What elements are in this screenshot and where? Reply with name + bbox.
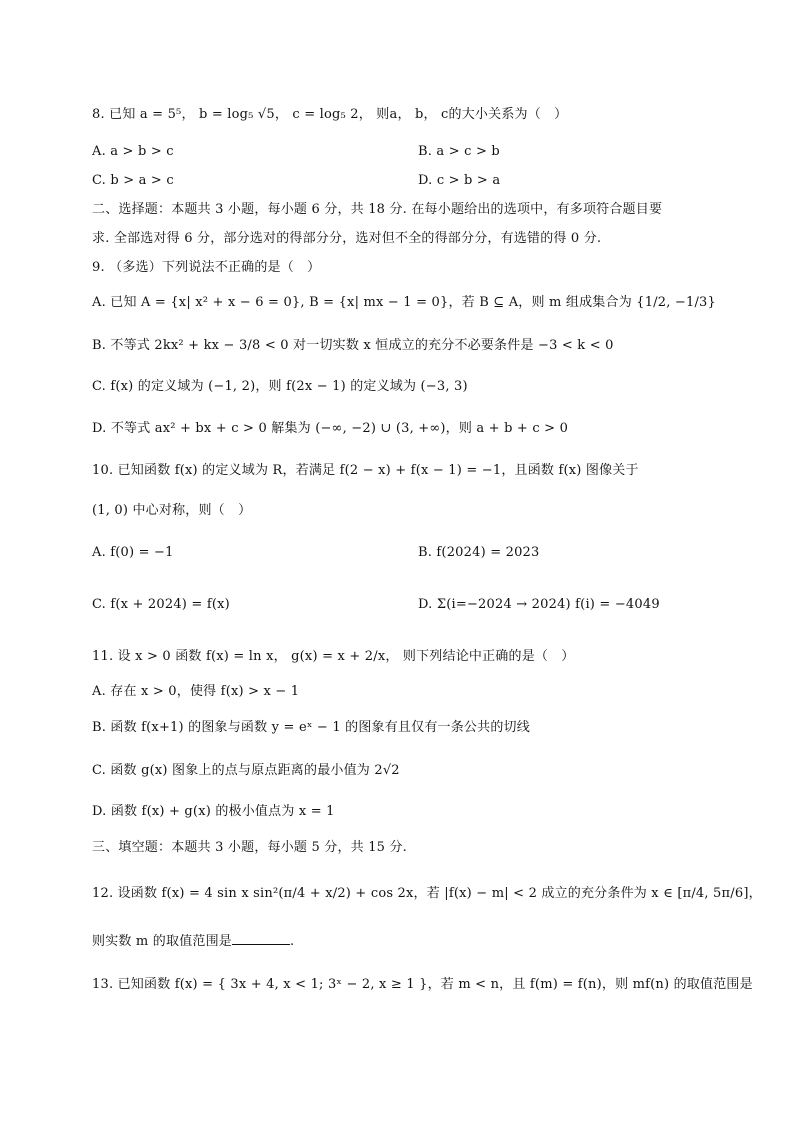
answer-blank <box>232 932 290 945</box>
q10-option-d: D. Σ(i=−2024 → 2024) f(i) = −4049 <box>418 597 660 612</box>
q10-option-c: C. f(x + 2024) = f(x) <box>92 597 230 612</box>
q9-option-b: B. 不等式 2kx² + kx − 3/8 < 0 对一切实数 x 恒成立的充分不必要条件是 −3 < k < 0 <box>92 338 614 353</box>
q8-option-d: D. c > b > a <box>418 173 501 188</box>
q11-stem: 11. 设 x > 0 函数 f(x) = ln x， g(x) = x + 2/x， 则下列结论中正确的是（ ） <box>92 649 575 664</box>
section2-instructions: 求. 全部选对得 6 分，部分选对的得部分分，选对但不全的得部分分，有选错的得 0 分. <box>92 231 602 246</box>
q13-stem: 13. 已知函数 f(x) = { 3x + 4, x < 1; 3ˣ − 2, x ≥ 1 }，若 m < n，且 f(m) = f(n)，则 mf(n) 的取值范围是 <box>92 977 753 992</box>
q10-option-a: A. f(0) = −1 <box>92 545 174 560</box>
q10-option-b: B. f(2024) = 2023 <box>418 545 540 560</box>
q8-option-b: B. a > c > b <box>418 144 500 159</box>
q9-option-d: D. 不等式 ax² + bx + c > 0 解集为 (−∞, −2) ∪ (3, +∞)，则 a + b + c > 0 <box>92 421 569 436</box>
q9-stem: 9. （多选）下列说法不正确的是（ ） <box>92 260 321 275</box>
q8-stem: 8. 已知 a = 5⁵， b = log₅ √5， c = log₅ 2， 则a， b， c的大小关系为（ ） <box>92 107 568 122</box>
q8-option-a: A. a > b > c <box>92 144 174 159</box>
q11-option-c: C. 函数 g(x) 图象上的点与原点距离的最小值为 2√2 <box>92 763 400 778</box>
q11-option-d: D. 函数 f(x) + g(x) 的极小值点为 x = 1 <box>92 804 335 819</box>
q12-stem-line1: 12. 设函数 f(x) = 4 sin x sin²(π/4 + x/2) + cos 2x，若 |f(x) − m| < 2 成立的充分条件为 x ∈ [π/4, 5π/6]， <box>92 886 762 901</box>
q9-option-c: C. f(x) 的定义域为 (−1, 2)，则 f(2x − 1) 的定义域为 (−3, 3) <box>92 379 468 394</box>
q12-stem-text: 则实数 m 的取值范围是 <box>92 934 232 949</box>
q9-option-a: A. 已知 A = {x| x² + x − 6 = 0}, B = {x| mx − 1 = 0}，若 B ⊆ A，则 m 组成集合为 {1/2, −1/3} <box>92 295 716 310</box>
q11-option-b: B. 函数 f(x+1) 的图象与函数 y = eˣ − 1 的图象有且仅有一条公共的切线 <box>92 720 530 735</box>
section2-heading: 二、选择题：本题共 3 小题，每小题 6 分，共 18 分. 在每小题给出的选项中，有多项符合题目要 <box>92 202 663 217</box>
section3-heading: 三、填空题：本题共 3 小题，每小题 5 分，共 15 分. <box>92 840 408 855</box>
q11-option-a: A. 存在 x > 0，使得 f(x) > x − 1 <box>92 684 300 699</box>
q10-stem-line2: (1, 0) 中心对称，则（ ） <box>92 503 252 518</box>
q12-stem-line2: 则实数 m 的取值范围是 . <box>92 934 295 949</box>
q10-stem-line1: 10. 已知函数 f(x) 的定义域为 R，若满足 f(2 − x) + f(x − 1) = −1，且函数 f(x) 图像关于 <box>92 463 639 478</box>
q8-option-c: C. b > a > c <box>92 173 174 188</box>
